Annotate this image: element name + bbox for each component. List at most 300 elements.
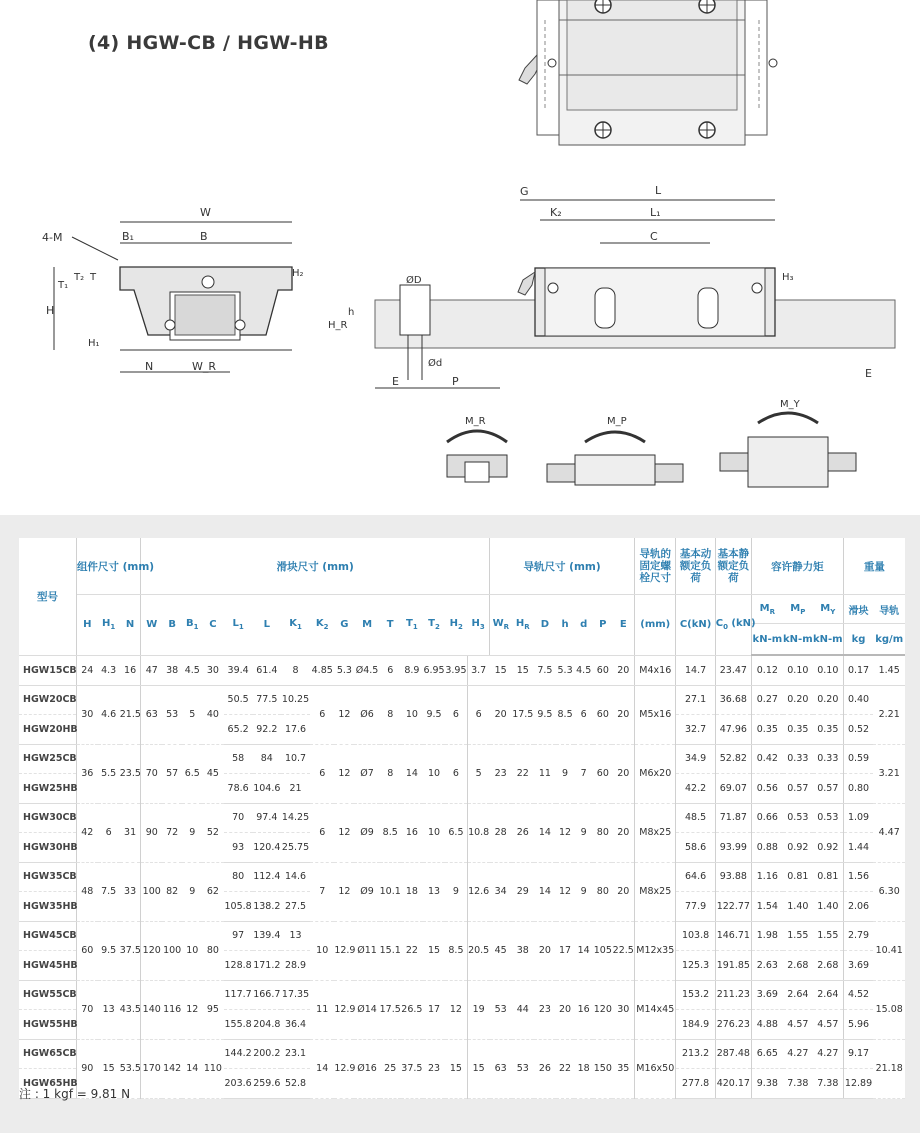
cell-value: 12 xyxy=(334,685,354,744)
cell-value: 0.20 xyxy=(783,685,813,715)
cell-value: 0.66 xyxy=(751,803,782,833)
cell-value: 11 xyxy=(534,744,556,803)
cell-value: 0.35 xyxy=(813,715,843,745)
cell-value: 9.5 xyxy=(98,921,120,980)
cell-value: 2.63 xyxy=(751,951,782,981)
cell-value: 23 xyxy=(490,744,512,803)
subhead-mp: $M_P$ xyxy=(783,595,813,624)
cell-model: HGW45CB xyxy=(19,921,76,951)
cell-value: 6 xyxy=(445,685,467,744)
cell-value: 78.6 xyxy=(224,774,253,804)
header-assembly: 组件尺寸 (mm) xyxy=(76,538,140,595)
dim-label-W: W xyxy=(200,206,211,219)
cell-value: 1.44 xyxy=(843,833,873,863)
cell-value: 3.69 xyxy=(843,951,873,981)
cell-value: 15.08 xyxy=(873,980,905,1039)
cell-value: 6.5 xyxy=(445,803,467,862)
moment-my-label: M_Y xyxy=(780,399,800,410)
cell-value: 53.5 xyxy=(120,1039,141,1098)
cell-value: 26 xyxy=(534,1039,556,1098)
unit-knm-1: kN-m xyxy=(751,624,782,656)
cell-value: 25.75 xyxy=(281,833,310,863)
cell-value: 80 xyxy=(593,803,612,862)
dim-label-H2: H₂ xyxy=(292,268,304,279)
cell-value: 6.5 xyxy=(182,744,202,803)
dim-label-T: T xyxy=(90,272,97,283)
cell-value: 213.2 xyxy=(676,1039,715,1069)
cell-value: 17 xyxy=(556,921,574,980)
cell-value: 0.59 xyxy=(843,744,873,774)
subhead-C: C xyxy=(202,595,223,656)
cell-value: 57 xyxy=(162,744,182,803)
cell-value: 211.23 xyxy=(715,980,751,1010)
cell-value: 93 xyxy=(224,833,253,863)
cell-value: 0.12 xyxy=(751,655,782,685)
cell-value: 0.57 xyxy=(813,774,843,804)
cell-value: 7.5 xyxy=(98,862,120,921)
moment-mp-label: M_P xyxy=(607,416,627,427)
cell-value: 22.5 xyxy=(612,921,634,980)
cell-value: 16 xyxy=(120,655,141,685)
cell-value: M4x16 xyxy=(635,655,676,685)
cell-value: 52.82 xyxy=(715,744,751,774)
cell-value: 48.5 xyxy=(676,803,715,833)
header-static: 基本静额定负荷 xyxy=(715,538,751,595)
cell-value: 93.99 xyxy=(715,833,751,863)
cell-value: 18 xyxy=(401,862,423,921)
cell-value: 17.35 xyxy=(281,980,310,1010)
cell-model: HGW15CB xyxy=(19,655,76,685)
cell-value: 15 xyxy=(512,655,534,685)
cell-value: 9.17 xyxy=(843,1039,873,1069)
cell-value: 28.9 xyxy=(281,951,310,981)
cell-model: HGW65HB xyxy=(19,1069,76,1099)
cell-value: 53 xyxy=(490,980,512,1039)
cell-value: 3.69 xyxy=(751,980,782,1010)
cell-value: 0.52 xyxy=(843,715,873,745)
cell-value: 20 xyxy=(612,744,634,803)
cell-value: 37.5 xyxy=(120,921,141,980)
subhead-h: h xyxy=(556,595,574,656)
cell-value: 12 xyxy=(556,803,574,862)
header-moment: 容许静力矩 xyxy=(751,538,843,595)
table-row xyxy=(19,862,905,892)
cell-value: Ø9 xyxy=(354,803,379,862)
dim-label-T1: T₁ xyxy=(58,280,69,291)
table-row xyxy=(19,744,905,774)
cell-value: 9 xyxy=(574,803,593,862)
cell-value: 30 xyxy=(202,655,223,685)
cell-value: 170 xyxy=(141,1039,162,1098)
cell-value: 61.4 xyxy=(253,655,281,685)
cell-value: 6 xyxy=(310,803,334,862)
cell-value: 1.40 xyxy=(813,892,843,922)
cell-value: 1.55 xyxy=(783,921,813,951)
dim-label-C: C xyxy=(650,230,658,243)
cell-value: 14 xyxy=(182,1039,202,1098)
cell-value: 9.5 xyxy=(534,685,556,744)
cell-value: 14.6 xyxy=(281,862,310,892)
cell-value: M14x45 xyxy=(635,980,676,1039)
cell-value: 0.53 xyxy=(783,803,813,833)
cell-value: Ø16 xyxy=(354,1039,379,1098)
cell-value: 9 xyxy=(182,862,202,921)
cell-value: 63 xyxy=(141,685,162,744)
subhead-H: H xyxy=(76,595,97,656)
cell-value: 21 xyxy=(281,774,310,804)
dim-label-L1: L₁ xyxy=(650,206,661,219)
cell-value: 30 xyxy=(612,980,634,1039)
cell-value: 10 xyxy=(423,803,445,862)
dim-label-H1: H₁ xyxy=(88,338,100,349)
cell-value: 20 xyxy=(612,862,634,921)
cell-value: 65.2 xyxy=(224,715,253,745)
cell-value: 22 xyxy=(512,744,534,803)
cell-value: M8x25 xyxy=(635,803,676,862)
spec-table xyxy=(19,538,905,1099)
subhead-c: C(kN) xyxy=(676,595,715,656)
cell-value: 21.18 xyxy=(873,1039,905,1098)
cell-value: 1.45 xyxy=(873,655,905,685)
cell-value: 125.3 xyxy=(676,951,715,981)
cell-value: 12.6 xyxy=(467,862,489,921)
subhead-block-w: 滑块 xyxy=(843,595,873,624)
dim-label-H: H xyxy=(46,304,55,317)
cell-value: 24 xyxy=(76,655,97,685)
cell-value: 77.9 xyxy=(676,892,715,922)
cell-value: 1.16 xyxy=(751,862,782,892)
cell-value: 80 xyxy=(202,921,223,980)
cell-value: 103.8 xyxy=(676,921,715,951)
cell-value: 14 xyxy=(401,744,423,803)
subhead-G: G xyxy=(334,595,354,656)
cell-value: 50.5 xyxy=(224,685,253,715)
cell-value: 0.81 xyxy=(813,862,843,892)
cell-value: 15 xyxy=(98,1039,120,1098)
cell-value: 9 xyxy=(556,744,574,803)
cell-value: 0.35 xyxy=(783,715,813,745)
top-view-drawing xyxy=(515,0,780,155)
cell-value: 47 xyxy=(141,655,162,685)
cell-value: 105 xyxy=(593,921,612,980)
cell-value: 16 xyxy=(574,980,593,1039)
cell-value: 10.25 xyxy=(281,685,310,715)
cell-value: 70 xyxy=(224,803,253,833)
cell-value: 120.4 xyxy=(253,833,281,863)
cell-value: 0.92 xyxy=(813,833,843,863)
subhead-H3: $H_3$ xyxy=(467,595,489,656)
footnote: 注 : 1 kgf = 9.81 N xyxy=(19,1087,131,1101)
cell-model: HGW65CB xyxy=(19,1039,76,1069)
cell-value: 0.35 xyxy=(751,715,782,745)
cell-value: 62 xyxy=(202,862,223,921)
cell-value: 0.17 xyxy=(843,655,873,685)
cell-value: 43.5 xyxy=(120,980,141,1039)
cell-value: 33 xyxy=(120,862,141,921)
cell-value: 13 xyxy=(281,921,310,951)
subhead-mr: $M_R$ xyxy=(751,595,782,624)
cell-value: 5.5 xyxy=(98,744,120,803)
cell-value: 23 xyxy=(423,1039,445,1098)
cell-value: 22 xyxy=(401,921,423,980)
subhead-L1: $L_1$ xyxy=(224,595,253,656)
subhead-WR: $W_R$ xyxy=(490,595,512,656)
header-model: 型号 xyxy=(19,538,76,655)
cell-value: 2.21 xyxy=(873,685,905,744)
cell-value: 1.54 xyxy=(751,892,782,922)
cell-model: HGW30CB xyxy=(19,803,76,833)
cell-value: 276.23 xyxy=(715,1010,751,1040)
dim-label-d: Ød xyxy=(428,358,443,369)
cell-value: 7 xyxy=(574,744,593,803)
cell-value: 71.87 xyxy=(715,803,751,833)
front-view-drawing xyxy=(30,200,320,380)
cell-value: 12 xyxy=(182,980,202,1039)
cell-value: 122.77 xyxy=(715,892,751,922)
cell-value: 10.8 xyxy=(467,803,489,862)
cell-value: 4.6 xyxy=(98,685,120,744)
cell-value: 72 xyxy=(162,803,182,862)
table-row xyxy=(19,685,905,715)
cell-value: 204.8 xyxy=(253,1010,281,1040)
dim-label-K2: K₂ xyxy=(550,206,562,219)
cell-value: 0.27 xyxy=(751,685,782,715)
cell-value: 14 xyxy=(534,803,556,862)
moment-mr-label: M_R xyxy=(465,416,486,427)
cell-value: 77.5 xyxy=(253,685,281,715)
cell-value: 22 xyxy=(556,1039,574,1098)
cell-value: 0.80 xyxy=(843,774,873,804)
cell-value: 8 xyxy=(380,744,401,803)
cell-value: 27.5 xyxy=(281,892,310,922)
cell-value: 8.5 xyxy=(445,921,467,980)
subhead-K2: $K_2$ xyxy=(310,595,334,656)
cell-value: 15 xyxy=(490,655,512,685)
cell-value: 60 xyxy=(593,744,612,803)
cell-value: 259.6 xyxy=(253,1069,281,1099)
cell-value: 6.65 xyxy=(751,1039,782,1069)
cell-value: 20 xyxy=(612,685,634,744)
cell-value: 6 xyxy=(467,685,489,744)
cell-value: 37.5 xyxy=(401,1039,423,1098)
cell-value: 23.47 xyxy=(715,655,751,685)
cell-value: 8 xyxy=(380,685,401,744)
subhead-W: W xyxy=(141,595,162,656)
table-row xyxy=(19,921,905,951)
cell-value: 4.88 xyxy=(751,1010,782,1040)
cell-value: 40 xyxy=(202,685,223,744)
cell-value: 9.38 xyxy=(751,1069,782,1099)
subhead-T2: $T_2$ xyxy=(423,595,445,656)
cell-model: HGW25HB xyxy=(19,774,76,804)
cell-value: 0.57 xyxy=(783,774,813,804)
cell-value: 10 xyxy=(182,921,202,980)
cell-value: 6.95 xyxy=(423,655,445,685)
cell-value: 20 xyxy=(612,803,634,862)
cell-value: 150 xyxy=(593,1039,612,1098)
cell-value: 48 xyxy=(76,862,97,921)
cell-value: 200.2 xyxy=(253,1039,281,1069)
cell-value: 34 xyxy=(490,862,512,921)
cell-value: M12x35 xyxy=(635,921,676,980)
cell-value: 128.8 xyxy=(224,951,253,981)
table-row xyxy=(19,655,905,685)
cell-value: 100 xyxy=(141,862,162,921)
cell-value: 32.7 xyxy=(676,715,715,745)
cell-value: 70 xyxy=(76,980,97,1039)
cell-value: 53 xyxy=(512,1039,534,1098)
cell-value: 0.81 xyxy=(783,862,813,892)
cell-value: 0.33 xyxy=(813,744,843,774)
cell-value: 13 xyxy=(423,862,445,921)
dim-label-P: P xyxy=(452,375,459,388)
cell-value: 6 xyxy=(574,685,593,744)
drawing-area xyxy=(0,0,920,515)
cell-value: 26.5 xyxy=(401,980,423,1039)
cell-value: 64.6 xyxy=(676,862,715,892)
cell-value: 146.71 xyxy=(715,921,751,951)
cell-value: 26 xyxy=(512,803,534,862)
cell-value: Ø7 xyxy=(354,744,379,803)
cell-value: 80 xyxy=(593,862,612,921)
cell-value: 5 xyxy=(467,744,489,803)
cell-value: 12 xyxy=(334,862,354,921)
cell-value: 35 xyxy=(612,1039,634,1098)
cell-value: 0.92 xyxy=(783,833,813,863)
cell-value: 155.8 xyxy=(224,1010,253,1040)
cell-value: 10.1 xyxy=(380,862,401,921)
cell-value: 10 xyxy=(310,921,334,980)
cell-value: 39.4 xyxy=(224,655,253,685)
cell-value: 52.8 xyxy=(281,1069,310,1099)
subhead-B1: $B_1$ xyxy=(182,595,202,656)
cell-value: 60 xyxy=(76,921,97,980)
subhead-H2: $H_2$ xyxy=(445,595,467,656)
cell-value: 52 xyxy=(202,803,223,862)
moment-mp-icon xyxy=(545,410,685,490)
unit-kg: kg xyxy=(843,624,873,656)
cell-value: 7.5 xyxy=(534,655,556,685)
cell-value: 17.5 xyxy=(380,980,401,1039)
table-row xyxy=(19,803,905,833)
cell-value: 23.1 xyxy=(281,1039,310,1069)
cell-value: 97.4 xyxy=(253,803,281,833)
cell-model: HGW35HB xyxy=(19,892,76,922)
cell-value: 191.85 xyxy=(715,951,751,981)
cell-value: 14 xyxy=(574,921,593,980)
cell-value: 14 xyxy=(534,862,556,921)
cell-value: 29 xyxy=(512,862,534,921)
cell-value: 4.5 xyxy=(182,655,202,685)
cell-value: 12 xyxy=(334,803,354,862)
table-row xyxy=(19,980,905,1010)
cell-value: 0.53 xyxy=(813,803,843,833)
dim-label-h: h xyxy=(348,307,355,318)
section-title: (4) HGW-CB / HGW-HB xyxy=(88,32,329,54)
header-bolt: 导轨的固定螺栓尺寸 xyxy=(635,538,676,595)
cell-model: HGW20CB xyxy=(19,685,76,715)
cell-value: 7.38 xyxy=(783,1069,813,1099)
cell-value: 4.27 xyxy=(783,1039,813,1069)
cell-value: 0.10 xyxy=(783,655,813,685)
header-rail: 导轨尺寸 (mm) xyxy=(490,538,635,595)
cell-value: 7.38 xyxy=(813,1069,843,1099)
cell-model: HGW55HB xyxy=(19,1010,76,1040)
cell-value: M6x20 xyxy=(635,744,676,803)
subhead-H1: $H_1$ xyxy=(98,595,120,656)
cell-value: 3.95 xyxy=(445,655,467,685)
cell-value: 45 xyxy=(202,744,223,803)
cell-model: HGW30HB xyxy=(19,833,76,863)
cell-value: 6 xyxy=(310,685,334,744)
header-block: 滑块尺寸 (mm) xyxy=(141,538,490,595)
subhead-B: B xyxy=(162,595,182,656)
cell-value: 58 xyxy=(224,744,253,774)
cell-model: HGW45HB xyxy=(19,951,76,981)
cell-value: 0.10 xyxy=(813,655,843,685)
cell-value: 36.68 xyxy=(715,685,751,715)
cell-model: HGW55CB xyxy=(19,980,76,1010)
cell-value: 104.6 xyxy=(253,774,281,804)
cell-value: 4.57 xyxy=(813,1010,843,1040)
dim-label-B1: B₁ xyxy=(122,230,134,243)
cell-value: 60 xyxy=(593,655,612,685)
cell-value: 12.89 xyxy=(843,1069,873,1099)
cell-value: 203.6 xyxy=(224,1069,253,1099)
cell-value: 10.41 xyxy=(873,921,905,980)
cell-value: 287.48 xyxy=(715,1039,751,1069)
cell-value: 6 xyxy=(310,744,334,803)
spec-table-body xyxy=(19,655,905,1098)
dim-label-T2: T₂ xyxy=(74,272,85,283)
cell-value: 9 xyxy=(445,862,467,921)
cell-value: 20 xyxy=(612,655,634,685)
cell-value: 1.55 xyxy=(813,921,843,951)
cell-value: Ø11 xyxy=(354,921,379,980)
cell-value: 60 xyxy=(593,685,612,744)
cell-model: HGW35CB xyxy=(19,862,76,892)
unit-knm-3: kN-m xyxy=(813,624,843,656)
cell-value: 12.9 xyxy=(334,921,354,980)
cell-value: 0.20 xyxy=(813,685,843,715)
cell-value: 15 xyxy=(467,1039,489,1098)
dim-label-D: ØD xyxy=(406,275,422,286)
cell-value: M5x16 xyxy=(635,685,676,744)
cell-value: 4.27 xyxy=(813,1039,843,1069)
cell-value: Ø6 xyxy=(354,685,379,744)
cell-value: 20 xyxy=(534,921,556,980)
cell-value: 5.3 xyxy=(334,655,354,685)
unit-knm-2: kN-m xyxy=(783,624,813,656)
cell-value: 3.7 xyxy=(467,655,489,685)
unit-kgm: kg/m xyxy=(873,624,905,656)
cell-value: 20 xyxy=(490,685,512,744)
cell-value: 90 xyxy=(141,803,162,862)
cell-model: HGW20HB xyxy=(19,715,76,745)
cell-value: 1.98 xyxy=(751,921,782,951)
cell-value: 70 xyxy=(141,744,162,803)
dim-label-H3: H₃ xyxy=(782,272,794,283)
subhead-T1: $T_1$ xyxy=(401,595,423,656)
cell-value: 14 xyxy=(310,1039,334,1098)
subhead-L: L xyxy=(253,595,281,656)
cell-value: 58.6 xyxy=(676,833,715,863)
cell-value: 9 xyxy=(182,803,202,862)
cell-value: 8.9 xyxy=(401,655,423,685)
cell-value: 2.64 xyxy=(813,980,843,1010)
cell-value: 1.09 xyxy=(843,803,873,833)
cell-value: 144.2 xyxy=(224,1039,253,1069)
